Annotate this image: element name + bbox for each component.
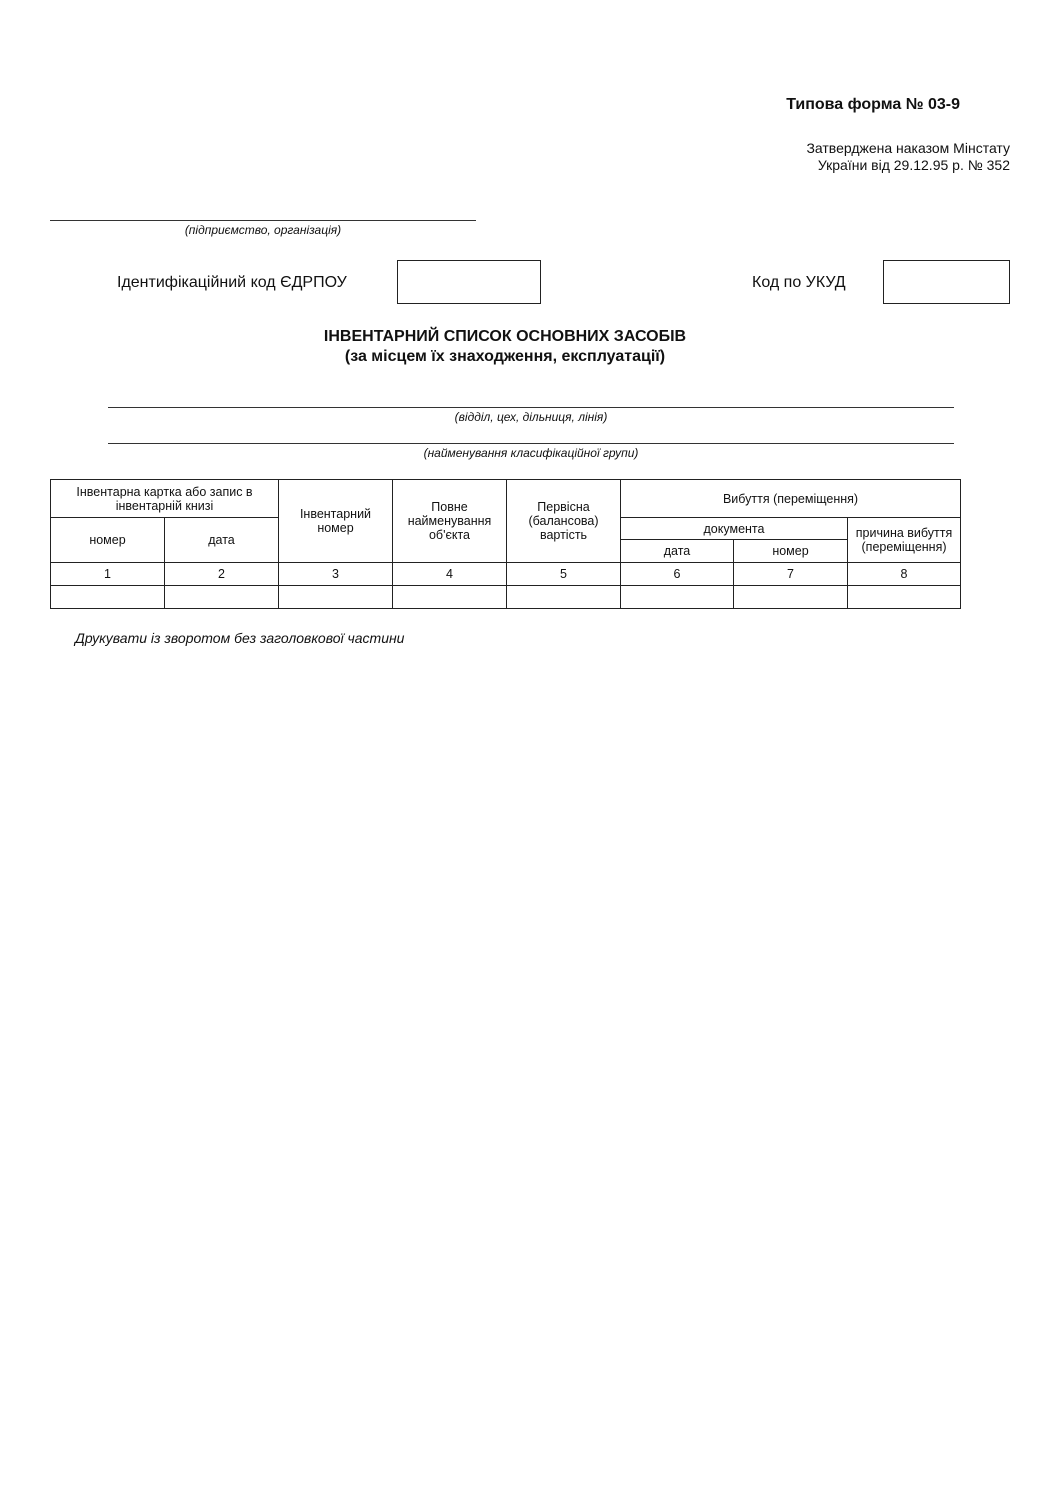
cell-card-number[interactable] xyxy=(51,586,165,609)
header-document-number: номер xyxy=(734,540,848,563)
cell-full-name[interactable] xyxy=(393,586,507,609)
organization-field[interactable] xyxy=(50,220,476,221)
header-disposal: Вибуття (переміщення) xyxy=(621,480,961,518)
approval-line-1: Затверджена наказом Мінстату xyxy=(806,140,1010,156)
column-number: 5 xyxy=(507,563,621,586)
print-note: Друкувати із зворотом без заголовкової частини xyxy=(75,630,405,646)
approval-note xyxy=(700,140,1010,174)
department-field[interactable] xyxy=(108,407,954,408)
column-number-row xyxy=(51,563,961,586)
edrpou-label: Ідентифікаційний код ЄДРПОУ xyxy=(117,274,347,291)
title-line-1: ІНВЕНТАРНИЙ СПИСОК ОСНОВНИХ ЗАСОБІВ xyxy=(323,328,687,345)
document-title xyxy=(200,327,810,367)
ukud-label: Код по УКУД xyxy=(752,274,846,291)
header-document: документа xyxy=(621,518,848,540)
form-number: Типова форма № 03-9 xyxy=(786,96,960,113)
department-caption: (відділ, цех, дільниця, лінія) xyxy=(454,410,608,424)
classification-group-caption: (найменування класифікаційної групи) xyxy=(423,446,639,460)
header-inventory-number: Інвентарний номер xyxy=(279,480,393,563)
cell-document-number[interactable] xyxy=(734,586,848,609)
column-number: 1 xyxy=(51,563,165,586)
header-card-number: номер xyxy=(51,518,165,563)
approval-line-2: України від 29.12.95 р. № 352 xyxy=(817,157,1010,173)
column-number: 6 xyxy=(621,563,734,586)
header-initial-cost: Первісна (балансова) вартість xyxy=(507,480,621,563)
header-card-date: дата xyxy=(165,518,279,563)
column-number: 4 xyxy=(393,563,507,586)
header-document-date: дата xyxy=(621,540,734,563)
table-row xyxy=(51,586,961,609)
column-number: 8 xyxy=(848,563,961,586)
column-number: 2 xyxy=(165,563,279,586)
edrpou-code-field[interactable] xyxy=(397,260,541,304)
header-inventory-card: Інвентарна картка або запис в інвентарній книзі xyxy=(51,480,279,518)
cell-document-date[interactable] xyxy=(621,586,734,609)
inventory-table xyxy=(50,479,961,609)
ukud-code-field[interactable] xyxy=(883,260,1010,304)
cell-disposal-reason[interactable] xyxy=(848,586,961,609)
column-number: 3 xyxy=(279,563,393,586)
organization-caption: (підприємство, організація) xyxy=(184,223,342,237)
cell-inventory-number[interactable] xyxy=(279,586,393,609)
column-number: 7 xyxy=(734,563,848,586)
header-disposal-reason: причина вибуття (переміщення) xyxy=(848,518,961,563)
cell-initial-cost[interactable] xyxy=(507,586,621,609)
title-line-2: (за місцем їх знаходження, експлуатації) xyxy=(344,348,666,365)
classification-group-field[interactable] xyxy=(108,443,954,444)
header-full-name: Повне найменування об'єкта xyxy=(393,480,507,563)
cell-card-date[interactable] xyxy=(165,586,279,609)
